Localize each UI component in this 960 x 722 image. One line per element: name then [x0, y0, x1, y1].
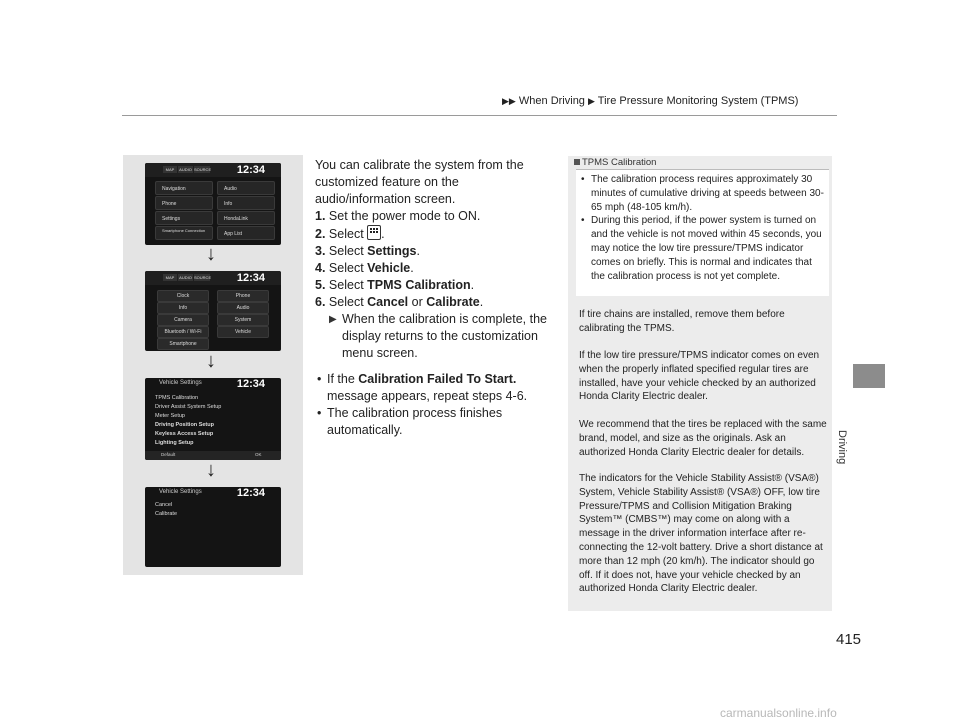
step-1: 1. Set the power mode to ON.	[315, 209, 481, 223]
home-screen	[145, 163, 281, 245]
step-6: 6. Select Cancel or Calibrate.	[315, 295, 484, 309]
section-tab-marker	[853, 364, 885, 388]
vehicle-settings-title: Vehicle Settings	[159, 380, 202, 386]
source-button: SOURCE	[194, 167, 212, 172]
breadcrumb	[502, 95, 798, 107]
screen-topbar	[145, 271, 281, 285]
vs-item-driver-assist: Driver Assist System Setup	[155, 404, 222, 410]
note-title: TPMS Calibration	[574, 157, 656, 168]
cal-item-calibrate: Calibrate	[155, 511, 178, 517]
breadcrumb-item: When Driving	[518, 95, 585, 107]
vehicle-settings-screen	[145, 378, 281, 460]
home-button-icon	[367, 225, 381, 240]
main-instructions	[315, 157, 555, 439]
map-button: MAP	[163, 274, 177, 281]
tile-hondalink: HondaLink	[217, 211, 275, 225]
settings-system-button: System	[217, 314, 269, 326]
vs-default-button: Default	[161, 452, 176, 457]
breadcrumb-arrow-icon: ▶	[588, 96, 595, 106]
header-divider	[122, 115, 837, 116]
vs-item-driving-position: Driving Position Setup	[155, 422, 214, 428]
note-list	[580, 173, 828, 283]
tile-settings: Settings	[155, 211, 213, 225]
page-number: 415	[836, 631, 862, 648]
step-6-result: ▶ When the calibration is complete, the display returns to the customization menu screen.	[329, 312, 547, 360]
clock: 12:34	[236, 487, 265, 499]
breadcrumb-arrow-icon: ▶▶	[502, 96, 516, 106]
bullet-finishes: • The calibration process finishes automatically.	[317, 406, 503, 437]
breadcrumb-item: Tire Pressure Monitoring System (TPMS)	[597, 95, 799, 107]
down-arrow-icon: ↓	[206, 350, 216, 372]
clock: 12:34	[236, 272, 265, 284]
settings-info-button: Info	[157, 302, 209, 314]
note-paragraph: If tire chains are installed, remove them before calibrating the TPMS.	[579, 309, 785, 334]
map-button: MAP	[163, 166, 177, 173]
vs-item-keyless-access: Keyless Access Setup	[155, 431, 214, 437]
screen-topbar	[145, 163, 281, 177]
vs-item-lighting-setup: Lighting Setup	[155, 440, 194, 446]
bullet-failed: • If the Calibration Failed To Start. message appears, repeat steps 4-6.	[317, 372, 528, 403]
settings-vehicle-button: Vehicle	[217, 326, 269, 338]
step-3: 3. Select Settings.	[315, 244, 420, 258]
watermark: carmanualsonline.info	[720, 706, 837, 720]
clock: 12:34	[236, 164, 265, 176]
intro-text: You can calibrate the system from the customized feature on the audio/information screen.	[315, 158, 524, 206]
settings-camera-button: Camera	[157, 314, 209, 326]
cal-item-cancel: Cancel	[155, 502, 173, 508]
note-list-item: • During this period, if the power system is turned on and the vehicle is not moved within 45 seconds, you may notice the low tire pressure/TPMS indicator comes on briefly. This is normal and indicates that the calibration process is not yet complete.	[581, 215, 822, 282]
settings-screen	[145, 271, 281, 351]
down-arrow-icon: ↓	[206, 243, 216, 265]
source-button: SOURCE	[194, 275, 212, 280]
tile-smartphone-connection: Smartphone Connection	[155, 226, 213, 240]
settings-bluetooth-button: Bluetooth / Wi-Fi	[157, 326, 209, 338]
settings-smartphone-button: Smartphone	[157, 338, 209, 350]
audio-button: AUDIO	[179, 275, 192, 280]
clock: 12:34	[236, 378, 265, 390]
vs-item-tpms-calibration: TPMS Calibration	[155, 395, 199, 401]
tile-phone: Phone	[155, 196, 213, 210]
tpms-calibration-screen	[145, 487, 281, 567]
settings-audio-button: Audio	[217, 302, 269, 314]
note-marker-icon	[574, 159, 580, 165]
settings-clock-button: Clock	[157, 290, 209, 302]
vehicle-settings-title: Vehicle Settings	[159, 489, 202, 495]
result-arrow-icon: ▶	[329, 314, 337, 325]
section-label: Driving	[836, 430, 848, 465]
audio-button: AUDIO	[179, 167, 192, 172]
settings-phone-button: Phone	[217, 290, 269, 302]
note-paragraph: The indicators for the Vehicle Stability Assist® (VSA®) System, Vehicle Stability Assist® (VSA®) OFF, low tire Pressure/TPMS and Collision Mitigation Braking System™ (CMBS™) may come on along with a message in the driver information interface after re-connecting the 12-volt battery. Drive a short distance at more than 12 mph (20 km/h). The indicator should go off. If it does not, have your vehicle checked by an authorized Honda Clarity Electric dealer.	[579, 473, 823, 595]
note-paragraph: If the low tire pressure/TPMS indicator comes on even when the properly inflated specified regular tires are installed, have your vehicle checked by an authorized Honda Clarity Electric dealer.	[579, 350, 820, 403]
note-paragraph: We recommend that the tires be replaced with the same brand, model, and size as the originals. Ask an authorized Honda Clarity Electric dealer for details.	[579, 419, 827, 458]
tile-app-list: App List	[217, 226, 275, 240]
step-4: 4. Select Vehicle.	[315, 261, 414, 275]
vs-item-meter-setup: Meter Setup	[155, 413, 185, 419]
tile-navigation: Navigation	[155, 181, 213, 195]
vs-ok-button: OK	[255, 452, 262, 457]
step-5: 5. Select TPMS Calibration.	[315, 278, 475, 292]
note-list-item: • The calibration process requires approximately 30 minutes of cumulative driving at speeds between 30-65 mph (48-105 km/h).	[581, 174, 824, 213]
down-arrow-icon: ↓	[206, 459, 216, 481]
step-2: 2. Select .	[315, 227, 385, 241]
tile-info: Info	[217, 196, 275, 210]
tile-audio: Audio	[217, 181, 275, 195]
